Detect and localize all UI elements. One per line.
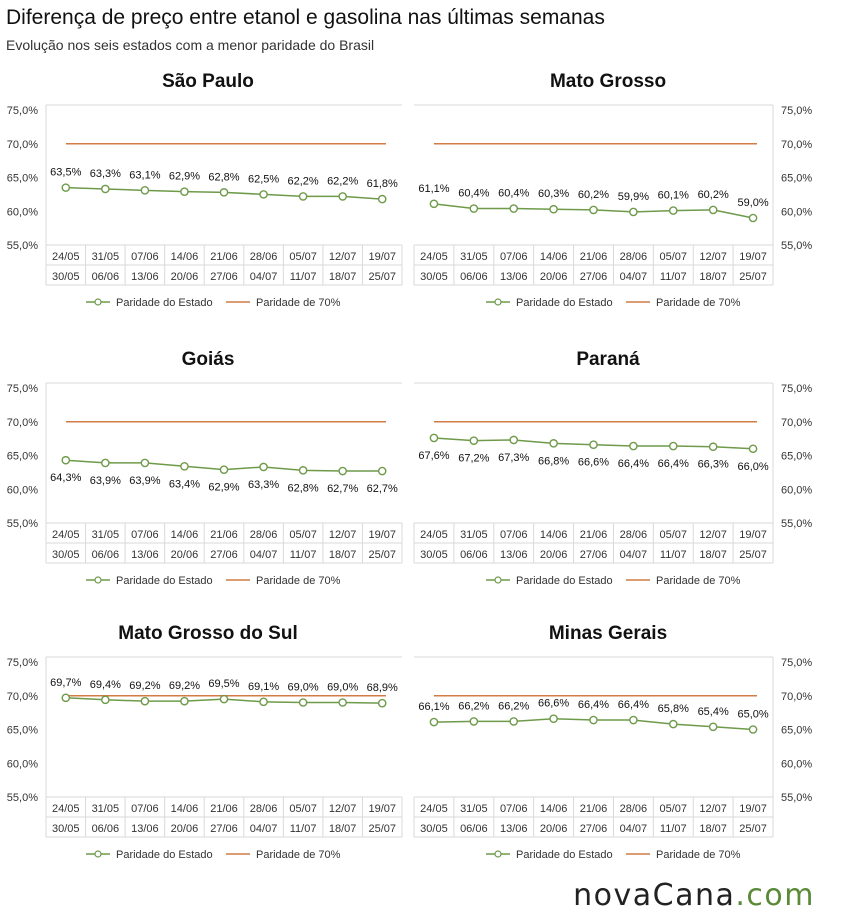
data-point [220,189,227,196]
x-tick-label: 27/06 [579,549,608,561]
data-point [300,467,307,474]
x-tick-label: 28/06 [249,251,278,263]
x-tick-label: 13/06 [131,823,159,835]
x-tick-label: 07/06 [131,251,159,263]
x-tick-label: 25/07 [739,271,767,283]
data-point [749,214,756,221]
legend-label-parity: Paridade de 70% [656,849,741,861]
x-tick-label: 21/06 [579,803,608,815]
x-tick-label: 31/05 [460,251,488,263]
x-tick-label: 31/05 [91,529,120,541]
data-label: 69,1% [247,680,280,693]
x-tick-label: 20/06 [539,823,568,835]
data-point [510,718,517,725]
data-point [181,698,188,705]
data-label: 65,4% [697,705,729,718]
x-tick-label: 04/07 [619,271,648,283]
data-label: 66,6% [577,456,610,469]
data-label: 69,2% [129,680,161,693]
x-tick-label: 04/07 [619,823,648,835]
data-point [590,716,597,723]
x-tick-label: 25/07 [739,549,767,561]
x-tick-label: 18/07 [699,549,727,561]
data-label: 59,0% [737,197,769,209]
data-point [749,726,756,733]
data-label: 62,5% [247,173,280,186]
y-tick-label: 75,0% [781,383,813,395]
x-tick-label: 05/07 [289,251,317,263]
data-label: 60,3% [538,188,570,201]
x-tick-label: 04/07 [249,549,278,561]
data-point [430,434,437,441]
x-tick-label: 13/06 [131,271,159,283]
brand-suffix: .com [735,878,815,913]
x-tick-label: 20/06 [539,549,568,561]
data-label: 60,2% [697,188,729,201]
data-label: 63,5% [50,166,82,179]
legend-label-state: Paridade do Estado [116,849,213,861]
data-label: 62,9% [208,481,240,494]
chart-title: São Paulo [162,71,254,92]
y-tick-label: 75,0% [781,657,813,669]
x-tick-label: 06/06 [91,823,120,835]
x-tick-label: 24/05 [52,803,80,815]
y-tick-label: 75,0% [6,383,38,395]
data-label: 64,3% [50,472,82,485]
data-point [300,699,307,706]
data-point [670,207,677,214]
x-tick-label: 19/07 [739,529,767,541]
y-tick-label: 55,0% [781,518,813,530]
data-label: 62,8% [287,482,319,495]
data-label: 62,8% [208,171,240,184]
x-tick-label: 07/06 [499,529,528,541]
data-point [590,206,597,213]
data-point [102,696,109,703]
x-tick-label: 24/05 [52,529,80,541]
x-tick-label: 06/06 [460,271,488,283]
data-label: 63,9% [129,474,161,487]
x-tick-label: 05/07 [659,529,688,541]
data-point [339,467,346,474]
data-point [102,185,109,192]
x-tick-label: 05/07 [659,803,688,815]
data-label: 63,4% [168,478,201,491]
data-point [470,718,477,725]
chart-svg [410,612,841,877]
data-point [630,208,637,215]
data-label: 62,7% [366,483,398,496]
x-tick-label: 04/07 [249,271,278,283]
x-tick-label: 13/06 [131,549,159,561]
data-point [550,440,557,447]
x-tick-label: 27/06 [210,549,238,561]
x-tick-label: 27/06 [210,271,238,283]
x-tick-label: 12/07 [328,803,357,815]
data-label: 67,6% [418,449,450,462]
x-tick-label: 07/06 [131,529,159,541]
brand-name: novaCana [573,878,736,913]
data-point [590,441,597,448]
x-tick-label: 14/06 [539,803,568,815]
x-tick-label: 12/07 [699,803,727,815]
x-tick-label: 13/06 [499,549,528,561]
chart-panel-mato-grosso-do-sul [0,612,410,877]
legend-label-parity: Paridade de 70% [256,297,341,309]
y-tick-label: 60,0% [6,758,38,771]
data-label: 69,0% [327,681,359,694]
chart-panel-mato-grosso [410,60,841,325]
data-point [510,205,517,212]
data-label: 69,2% [168,680,201,693]
data-point [550,206,557,213]
y-tick-label: 65,0% [6,450,38,463]
data-label: 60,4% [458,187,490,200]
data-point [260,191,267,198]
x-tick-label: 05/07 [289,529,317,541]
data-point [102,459,109,466]
y-tick-label: 55,0% [781,792,813,804]
x-tick-label: 25/07 [368,549,396,561]
data-point [379,196,386,203]
chart-title: Minas Gerais [548,623,668,644]
data-label: 66,4% [577,699,610,712]
x-tick-label: 20/06 [170,549,199,561]
legend-label-state: Paridade do Estado [116,575,213,587]
x-tick-label: 04/07 [249,823,278,835]
y-tick-label: 75,0% [781,105,813,117]
x-tick-label: 19/07 [368,251,396,263]
x-tick-label: 12/07 [328,251,357,263]
y-tick-label: 65,0% [781,450,813,463]
x-tick-label: 14/06 [170,251,199,263]
legend-label-state: Paridade do Estado [516,297,613,309]
x-tick-label: 13/06 [499,271,528,283]
data-point [630,716,637,723]
y-tick-label: 60,0% [6,206,38,219]
x-tick-label: 18/07 [328,271,357,283]
y-tick-label: 70,0% [6,416,38,429]
y-tick-label: 55,0% [6,518,38,530]
x-tick-label: 30/05 [420,549,448,561]
y-tick-label: 60,0% [781,758,813,771]
data-point [510,436,517,443]
x-tick-label: 30/05 [52,271,80,283]
x-tick-label: 25/07 [368,271,396,283]
data-point [141,459,148,466]
chart-title: Mato Grosso [549,71,667,92]
chart-svg [0,60,410,325]
data-point [62,184,69,191]
legend-marker-state [495,299,501,305]
data-label: 66,4% [617,458,649,471]
data-point [430,718,437,725]
x-tick-label: 21/06 [210,529,238,541]
chart-svg [410,60,841,325]
x-tick-label: 24/05 [52,251,80,263]
y-tick-label: 55,0% [781,240,813,252]
y-tick-label: 55,0% [6,240,38,252]
data-point [470,205,477,212]
x-tick-label: 11/07 [659,823,687,835]
y-tick-label: 70,0% [781,690,813,703]
x-tick-label: 24/05 [420,803,448,815]
chart-title: Goiás [181,349,235,370]
x-tick-label: 25/07 [739,823,767,835]
data-label: 66,6% [538,697,570,710]
legend-label-state: Paridade do Estado [116,297,213,309]
x-tick-label: 30/05 [420,271,448,283]
x-tick-label: 21/06 [210,803,238,815]
chart-panel-sao-paulo [0,60,410,325]
x-tick-label: 25/07 [368,823,396,835]
legend-marker-state [95,851,101,857]
data-label: 66,4% [657,458,689,471]
x-tick-label: 31/05 [91,803,120,815]
data-point [379,700,386,707]
data-point [141,187,148,194]
chart-svg [0,338,410,603]
legend-marker-state [95,577,101,583]
x-tick-label: 14/06 [170,529,199,541]
data-point [710,443,717,450]
x-tick-label: 06/06 [91,271,120,283]
x-tick-label: 30/05 [52,823,80,835]
data-point [379,467,386,474]
chart-svg [410,338,841,603]
x-tick-label: 28/06 [249,529,278,541]
y-tick-label: 70,0% [781,416,813,429]
chart-svg [0,612,410,877]
data-point [550,715,557,722]
legend-marker-state [495,577,501,583]
x-tick-label: 30/05 [420,823,448,835]
x-tick-label: 19/07 [739,251,767,263]
data-point [260,698,267,705]
x-tick-label: 06/06 [460,823,488,835]
data-label: 63,3% [89,167,121,180]
x-tick-label: 18/07 [699,823,727,835]
data-label: 63,9% [89,474,121,487]
data-label: 69,7% [50,676,82,689]
data-point [141,698,148,705]
page-subtitle: Evolução nos seis estados com a menor paridade do Brasil [6,37,375,53]
x-tick-label: 12/07 [699,529,727,541]
data-label: 68,9% [366,682,398,695]
data-point [260,463,267,470]
data-label: 67,3% [498,451,530,464]
x-tick-label: 20/06 [170,823,199,835]
legend-label-parity: Paridade de 70% [656,575,741,587]
chart-panel-minas-gerais [410,612,841,877]
page-title: Diferença de preço entre etanol e gasolina nas últimas semanas [6,6,605,29]
x-tick-label: 21/06 [579,251,608,263]
x-tick-label: 27/06 [210,823,238,835]
data-point [710,206,717,213]
x-tick-label: 27/06 [579,823,608,835]
legend-label-parity: Paridade de 70% [256,575,341,587]
data-label: 62,2% [327,175,359,188]
x-tick-label: 13/06 [499,823,528,835]
x-tick-label: 11/07 [289,823,317,835]
data-point [220,466,227,473]
x-tick-label: 12/07 [699,251,727,263]
data-point [339,699,346,706]
x-tick-label: 05/07 [289,803,317,815]
y-tick-label: 70,0% [6,138,38,151]
data-label: 66,0% [737,460,769,473]
data-label: 61,1% [418,182,450,195]
y-tick-label: 65,0% [6,724,38,737]
data-label: 61,8% [366,178,398,191]
data-label: 66,4% [617,699,649,712]
data-label: 66,3% [697,458,729,471]
x-tick-label: 11/07 [289,271,317,283]
y-tick-label: 75,0% [6,105,38,117]
x-tick-label: 19/07 [368,529,396,541]
data-label: 62,2% [287,175,319,188]
data-label: 65,8% [657,703,689,716]
x-tick-label: 21/06 [210,251,238,263]
data-point [62,457,69,464]
x-tick-label: 06/06 [91,549,120,561]
data-point [749,445,756,452]
legend-label-parity: Paridade de 70% [656,297,741,309]
x-tick-label: 06/06 [460,549,488,561]
x-tick-label: 14/06 [539,529,568,541]
y-tick-label: 70,0% [781,138,813,151]
data-point [670,721,677,728]
x-tick-label: 19/07 [739,803,767,815]
chart-title: Mato Grosso do Sul [118,623,298,644]
x-tick-label: 28/06 [619,251,648,263]
data-label: 69,0% [287,681,319,694]
x-tick-label: 11/07 [659,271,687,283]
x-tick-label: 20/06 [539,271,568,283]
y-tick-label: 60,0% [781,484,813,497]
x-tick-label: 14/06 [170,803,199,815]
x-tick-label: 20/06 [170,271,199,283]
data-point [339,193,346,200]
y-tick-label: 65,0% [781,724,813,737]
x-tick-label: 24/05 [420,529,448,541]
x-tick-label: 28/06 [619,529,648,541]
y-tick-label: 65,0% [6,172,38,185]
data-label: 60,4% [498,187,530,200]
x-tick-label: 30/05 [52,549,80,561]
data-point [630,442,637,449]
x-tick-label: 18/07 [328,549,357,561]
legend-label-parity: Paridade de 70% [256,849,341,861]
data-point [710,723,717,730]
data-point [220,696,227,703]
y-tick-label: 70,0% [6,690,38,703]
x-tick-label: 28/06 [619,803,648,815]
data-point [470,437,477,444]
data-label: 63,1% [129,169,161,182]
data-label: 69,5% [208,678,240,691]
data-point [300,193,307,200]
data-label: 62,7% [327,483,359,496]
chart-title: Paraná [576,349,640,370]
x-tick-label: 18/07 [328,823,357,835]
x-tick-label: 31/05 [460,803,488,815]
y-tick-label: 75,0% [6,657,38,669]
x-tick-label: 11/07 [289,549,317,561]
y-tick-label: 55,0% [6,792,38,804]
y-tick-label: 60,0% [6,484,38,497]
x-tick-label: 28/06 [249,803,278,815]
x-tick-label: 05/07 [659,251,688,263]
data-point [430,200,437,207]
x-tick-label: 07/06 [131,803,159,815]
data-label: 67,2% [458,452,490,465]
x-tick-label: 31/05 [460,529,488,541]
x-tick-label: 04/07 [619,549,648,561]
legend-label-state: Paridade do Estado [516,849,613,861]
y-tick-label: 65,0% [781,172,813,185]
legend-marker-state [495,851,501,857]
data-point [181,188,188,195]
data-label: 59,9% [617,190,649,203]
data-label: 66,2% [458,700,490,713]
data-label: 69,4% [89,678,121,691]
x-tick-label: 18/07 [699,271,727,283]
data-label: 60,1% [657,189,689,202]
data-label: 65,0% [737,708,769,721]
legend-marker-state [95,299,101,305]
data-label: 66,8% [538,455,570,468]
x-tick-label: 24/05 [420,251,448,263]
data-label: 62,9% [168,170,201,183]
data-point [62,694,69,701]
x-tick-label: 11/07 [659,549,687,561]
legend-label-state: Paridade do Estado [516,575,613,587]
x-tick-label: 19/07 [368,803,396,815]
x-tick-label: 12/07 [328,529,357,541]
data-point [181,463,188,470]
x-tick-label: 21/06 [579,529,608,541]
data-label: 63,3% [247,478,280,491]
data-label: 66,1% [418,701,450,714]
x-tick-label: 27/06 [579,271,608,283]
x-tick-label: 31/05 [91,251,120,263]
data-label: 66,2% [498,700,530,713]
y-tick-label: 60,0% [781,206,813,219]
chart-panel-goias [0,338,410,603]
x-tick-label: 07/06 [499,803,528,815]
x-tick-label: 14/06 [539,251,568,263]
x-tick-label: 07/06 [499,251,528,263]
data-label: 60,2% [577,188,610,201]
data-point [670,442,677,449]
chart-panel-parana [410,338,841,603]
brand-logo [573,878,815,913]
